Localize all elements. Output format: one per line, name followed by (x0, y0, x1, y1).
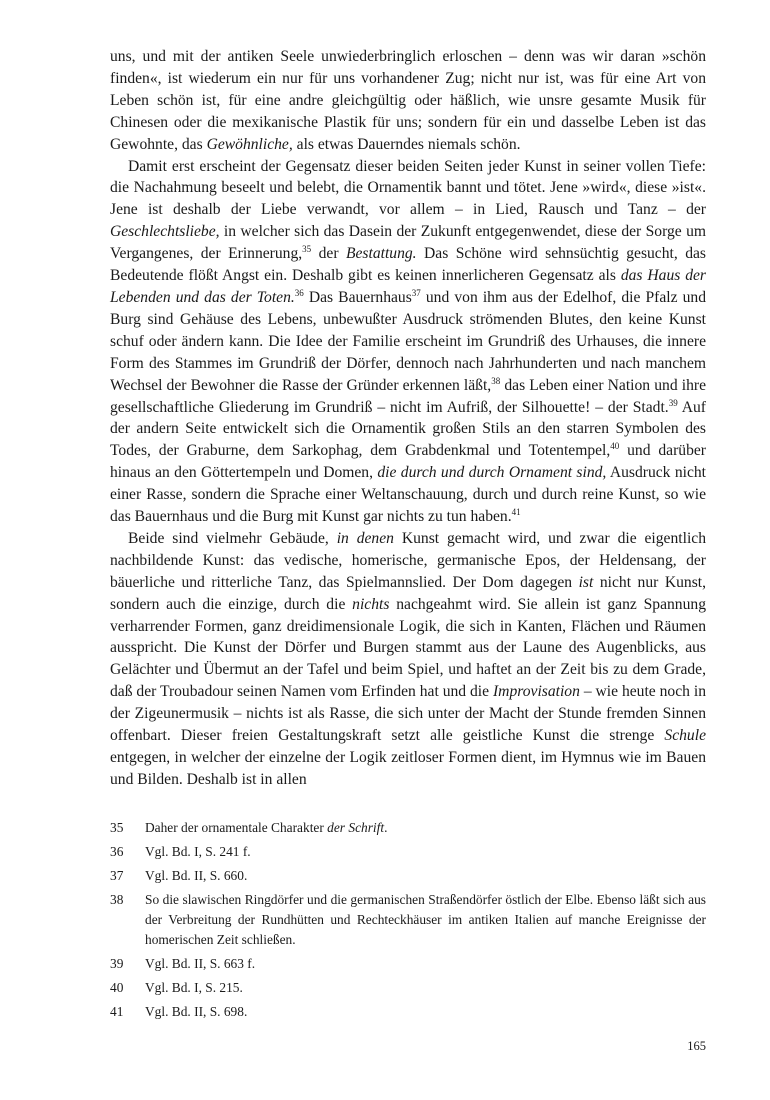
footnote-text (145, 818, 706, 838)
text-run: . (384, 820, 388, 835)
italic-run: ist (578, 573, 594, 591)
footnote-text: Vgl. Bd. II, S. 660. (145, 868, 248, 883)
footnote-number: 37 (110, 868, 124, 883)
text-run: nachgeahmt wird. Sie allein ist ganz Spannung verharrender Formen, ganz dreidimensionale Logik, die sich in Kanten, Flächen und Räumen ausspricht. Die Kunst der Dörfer und Burgen stammt aus der Laune des Augenblicks, aus Gelächter und Übermut an der Tafel und beim Spiel, und haftet an der Zeit bis zu dem Grade, daß der Troubadour seinen Namen vom Erfinden hat und die (110, 595, 706, 701)
footnote-number: 38 (110, 892, 124, 907)
footnote-ref[interactable]: 36 (294, 287, 304, 298)
footnote-number: 41 (110, 1004, 124, 1019)
paragraph-2 (110, 156, 706, 528)
italic-run: die durch und durch Ornament sind, (377, 464, 607, 482)
footnote-text: Vgl. Bd. I, S. 215. (145, 980, 243, 995)
text-run: Das Schöne wird sehnsüchtig gesucht, das Bedeutende flößt Angst ein. Deshalb gibt es keinen innerlicheren Gegensatz als (110, 245, 706, 285)
footnotes (110, 818, 706, 1026)
italic-run: das Haus der Lebenden und das der Toten. (110, 267, 706, 306)
footnote-ref[interactable]: 38 (491, 375, 501, 386)
italic-run: nichts (352, 595, 390, 613)
footnote-38 (110, 890, 706, 950)
footnote-ref[interactable]: 41 (511, 507, 521, 518)
footnote-number: 39 (110, 956, 124, 971)
text-run: Damit erst erscheint der Gegensatz dieser beiden Seiten jeder Kunst in seiner vollen Tiefe: die Nachahmung beseelt und belebt, die Ornamentik bannt und tötet. Jene »wird«, diese »ist«. Jene ist deshalb der Liebe verwandt, vor allem – in Lied, Rausch und Tanz – der (110, 157, 706, 219)
text-run: als etwas Dauerndes niemals schön. (292, 135, 521, 153)
text-run: Daher der ornamentale Charakter (145, 820, 328, 835)
body-text (110, 46, 706, 791)
italic-run: Gewöhnliche, (206, 135, 293, 153)
text-run: und darüber hinaus an den Göttertempeln und Domen, (110, 442, 706, 482)
italic-run: Schule (664, 727, 706, 745)
text-run: Auf der andern Seite entwickelt sich die Ornamentik großen Stils an den starren Symbolen des Todes, der Graburne, dem Sarkophag, dem Grabdenkmal und Totentempel, (110, 398, 706, 460)
italic-run: Bestattung. (345, 245, 417, 263)
footnote-36 (110, 842, 706, 862)
footnote-39 (110, 954, 706, 974)
footnote-number: 40 (110, 980, 124, 995)
text-run: Kunst gemacht wird, und zwar die eigentlich nachbildende Kunst: das vedische, homerische, germanische Epos, der Heldensang, der bäuerliche und ritterliche Tanz, das Spielmannslied. Der Dom dagegen (110, 529, 706, 591)
footnote-text: Vgl. Bd. II, S. 698. (145, 1004, 248, 1019)
text-run: uns, und mit der antiken Seele unwiederbringlich erloschen – denn was wir daran »schön finden«, ist wiederum ein nur für uns vorhandener Zug; nicht nur ist, was für eine Art von Leben schön ist, für eine andre gleichgültig oder häßlich, wie unsre gesamte Musik für Chinesen oder die mexikanische Plastik für uns; sondern für ein und dasselbe Leben ist das Gewohnte, das (110, 48, 706, 153)
footnote-ref[interactable]: 35 (302, 244, 312, 255)
footnote-35 (110, 818, 706, 838)
text-run: Das Bauernhaus (303, 288, 412, 306)
footnote-number: 35 (110, 820, 124, 835)
footnote-ref[interactable]: 37 (411, 287, 421, 298)
text-run: Beide sind vielmehr Gebäude, (128, 529, 337, 547)
text-run: in welcher sich das Dasein der Zukunft entgegenwendet, diese der Sorge um Vergangenes, der Erinnerung, (110, 223, 706, 263)
italic-run: der Schrift (327, 820, 385, 835)
footnote-41 (110, 1002, 706, 1022)
paragraph-1 (110, 46, 706, 156)
footnote-ref[interactable]: 39 (668, 397, 678, 408)
text-run: nicht nur Kunst, sondern auch die einzige, durch die (110, 573, 706, 613)
text-run: entgegen, in welcher der einzelne der Logik zeitloser Formen dient, im Hymnus wie im Bauen und Bilden. Deshalb ist in allen (110, 749, 706, 788)
paragraph-3 (110, 528, 706, 791)
italic-run: Improvisation (492, 683, 580, 701)
footnote-ref[interactable]: 40 (610, 441, 620, 452)
footnote-number: 36 (110, 844, 124, 859)
footnote-text: So die slawischen Ringdörfer und die germanischen Straßendörfer östlich der Elbe. Ebenso läßt sich aus der Verbreitung der Rundhütten und Rechteckhäuser im antiken Italien auf manche Ereignisse der homerischen Zeit schließen. (145, 892, 706, 947)
footnote-40 (110, 978, 706, 998)
text-run: der (311, 245, 346, 263)
footnote-text: Vgl. Bd. I, S. 241 f. (145, 844, 251, 859)
footnote-37 (110, 866, 706, 886)
text-run: Ausdruck nicht einer Rasse, sondern die Sprache einer Weltanschauung, durch und durch reine Kunst, so wie das Bauernhaus und die Burg mit Kunst gar nichts zu tun haben. (110, 464, 706, 526)
text-run: das Leben einer Nation und ihre gesellschaftliche Gliederung im Grundriß – nicht im Aufriß, der Silhouette! – der Stadt. (110, 376, 706, 416)
italic-run: Geschlechtsliebe, (110, 223, 220, 241)
italic-run: in denen (336, 529, 394, 547)
footnote-text: Vgl. Bd. II, S. 663 f. (145, 956, 256, 971)
text-run: – wie heute noch in der Zigeunermusik – nichts ist als Rasse, die sich unter der Macht der Stunde fremden Sinnen offenbart. Dieser freien Gestaltungskraft setzt alle geistliche Kunst die strenge (110, 683, 706, 745)
page-number: 165 (687, 1039, 706, 1053)
text-run: und von ihm aus der Edelhof, die Pfalz und Burg sind Gehäuse des Lebens, unbewußter Ausdruck strömenden Blutes, den keine Kunst schuf oder ändern kann. Die Idee der Familie erscheint im Grundriß des Urhauses, die innere Form des Stammes im Grundriß der Dörfer, dennoch nach Jahrhunderten und nach manchem Wechsel der Bewohner die Rasse der Gründer erkennen läßt, (110, 288, 706, 394)
